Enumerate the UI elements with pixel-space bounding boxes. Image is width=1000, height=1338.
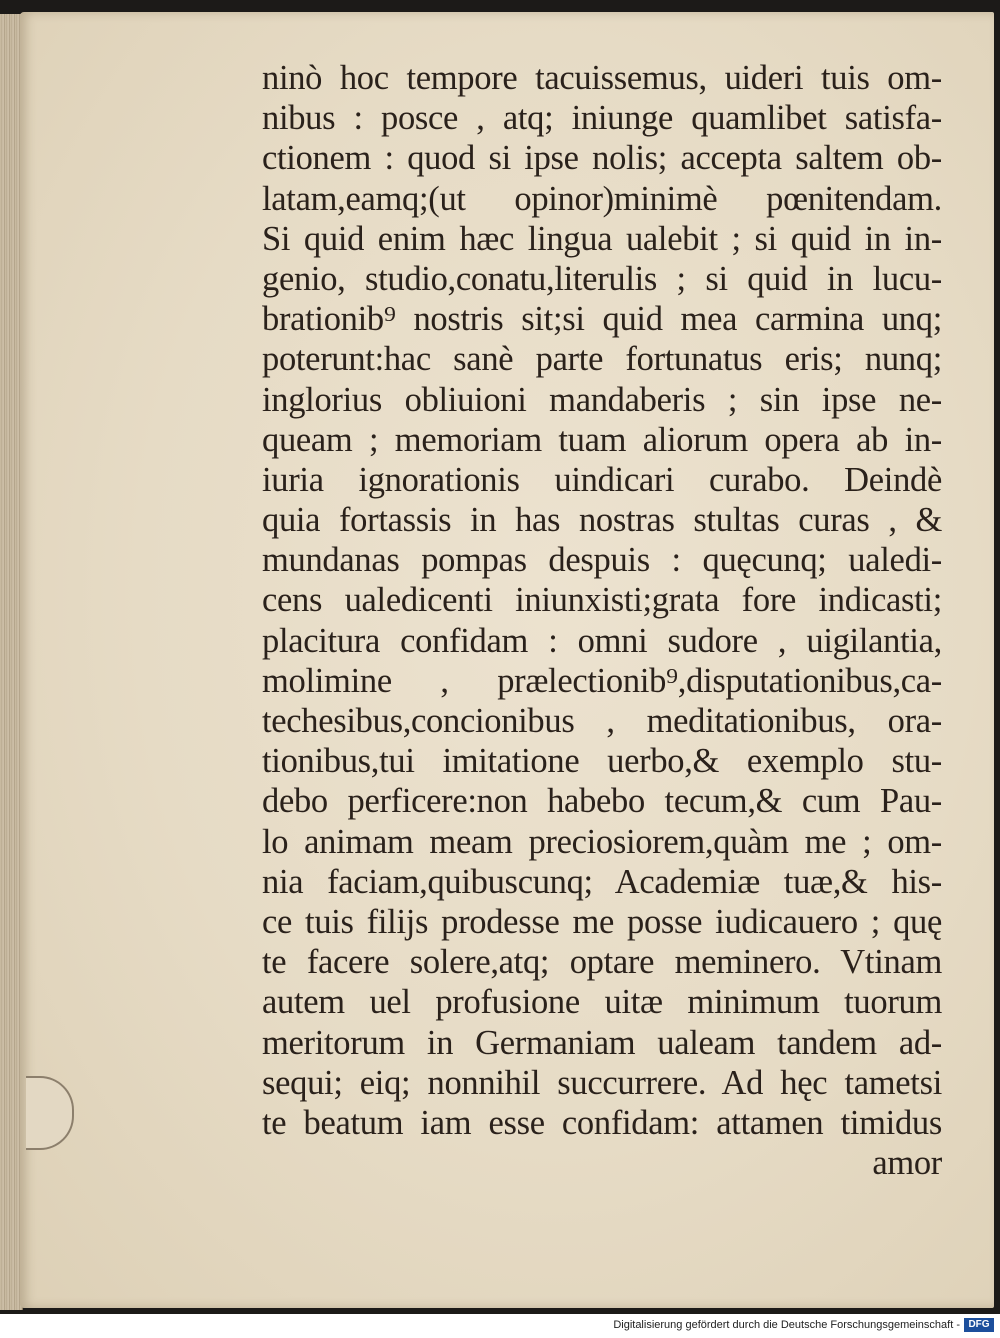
text-line: ce tuis filijs prodesse me posse iudicauero ; quę bbox=[262, 902, 942, 941]
text-line: techesibus,concionibus , meditationibus, ora- bbox=[262, 702, 942, 740]
body-text bbox=[262, 58, 942, 1183]
footer-bar bbox=[0, 1314, 1000, 1338]
dfg-logo: DFG bbox=[964, 1318, 994, 1332]
text-line: brationib⁹ nostris sit;si quid mea carmina unq; bbox=[262, 300, 942, 339]
text-line: nibus : posce , atq; iniunge quamlibet satisfa- bbox=[262, 99, 942, 138]
text-line: meritorum in Germaniam ualeam tandem ad- bbox=[262, 1023, 942, 1062]
text-line: Si quid enim hæc lingua ualebit ; si quid in in- bbox=[262, 219, 942, 258]
text-line: cens ualedicenti iniunxisti;grata fore indicasti; bbox=[262, 581, 942, 620]
text-line: lo animam meam preciosiorem,quàm me ; om- bbox=[262, 822, 942, 861]
text-line: sequi; eiq; nonnihil succurrere. Ad hęc tametsi bbox=[262, 1063, 942, 1102]
text-line: quia fortassis in has nostras stultas curas , & bbox=[262, 501, 942, 540]
text-line: nia faciam,quibuscunq; Academiæ tuæ,& his- bbox=[262, 862, 942, 901]
funding-credit: Digitalisierung gefördert durch die Deutsche Forschungsgemeinschaft - bbox=[613, 1319, 960, 1331]
text-line: queam ; memoriam tuam aliorum opera ab in- bbox=[262, 420, 942, 459]
text-line: mundanas pompas despuis : quęcunq; ualedi- bbox=[262, 541, 942, 580]
text-line: tionibus,tui imitatione uerbo,& exemplo stu- bbox=[262, 742, 942, 781]
text-line: iuria ignorationis uindicari curabo. Deindè bbox=[262, 460, 942, 499]
text-line: ninò hoc tempore tacuissemus, uideri tuis om- bbox=[262, 59, 942, 97]
text-line: genio, studio,conatu,literulis ; si quid in lucu- bbox=[262, 259, 942, 298]
catchword: amor bbox=[872, 1144, 942, 1183]
text-line: latam,eamq;(ut opinor)minimè pœnitendam. bbox=[262, 179, 942, 218]
text-line: autem uel profusione uitæ minimum tuorum bbox=[262, 983, 942, 1022]
text-line: ctionem : quod si ipse nolis; accepta saltem ob- bbox=[262, 139, 942, 178]
page-tab-marker bbox=[26, 1076, 74, 1150]
text-line: poterunt:hac sanè parte fortunatus eris; nunq; bbox=[262, 340, 942, 379]
text-line: inglorius obliuioni mandaberis ; sin ipse ne- bbox=[262, 380, 942, 419]
text-line: molimine , prælectionib⁹,disputationibus,ca- bbox=[262, 661, 942, 700]
text-line: debo perficere:non habebo tecum,& cum Pau- bbox=[262, 782, 942, 821]
text-line: placitura confidam : omni sudore , uigilantia, bbox=[262, 621, 942, 660]
text-line: te beatum iam esse confidam: attamen timidus bbox=[262, 1103, 942, 1142]
text-line: te facere solere,atq; optare meminero. Vtinam bbox=[262, 943, 942, 982]
